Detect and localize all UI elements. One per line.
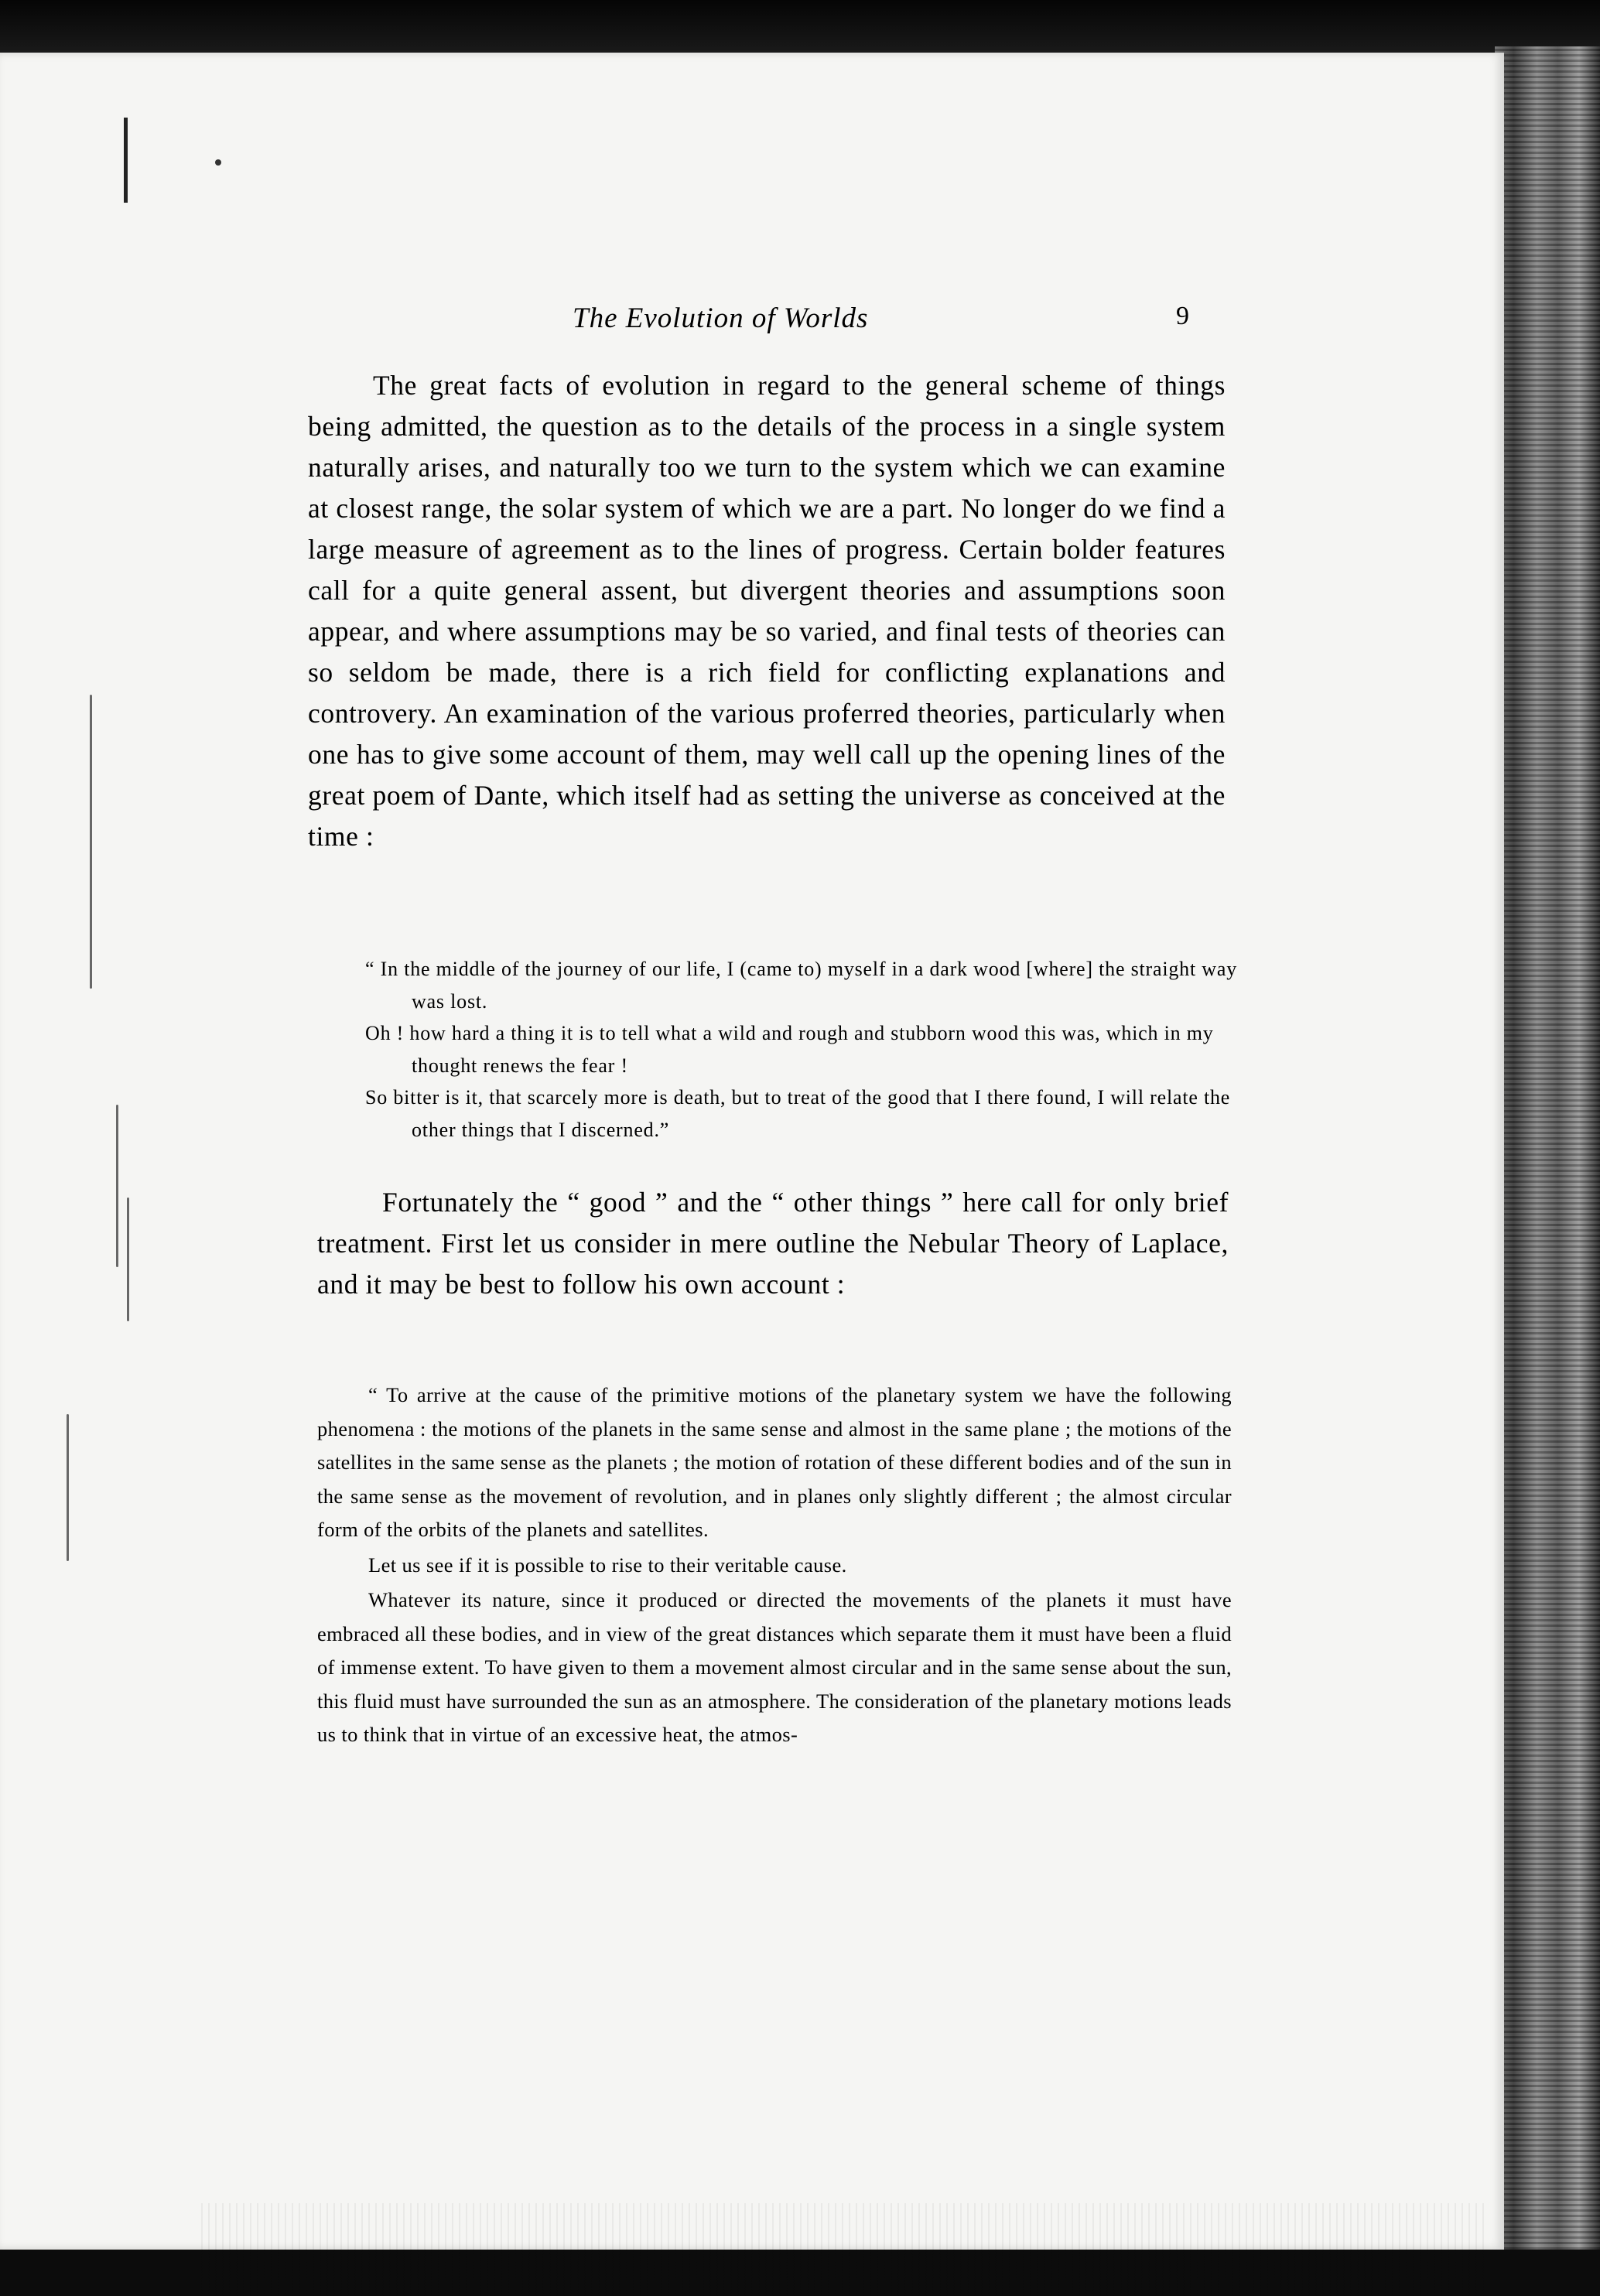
margin-scratch (67, 1414, 69, 1561)
verse-line: So bitter is it, that scarcely more is death, but to treat of the good that I there found, I will relate the other things that I discerned.” (365, 1086, 1231, 1141)
ink-speck (215, 159, 221, 166)
dante-verse-quote (365, 953, 1255, 1146)
laplace-quote (317, 1379, 1232, 1754)
verse-line: Oh ! how hard a thing it is to tell what a wild and rough and stubborn wood this was, which in my thought renews the fear ! (365, 1022, 1214, 1077)
quote-paragraph: Whatever its nature, since it produced or directed the movements of the planets it must have embraced all these bodies, and in view of the great distances which separate them it must have been a fluid of immense extent. To have given to them a movement almost circular and in the same sense about the sun, this fluid must have surrounded the sun as an atmosphere. The consideration of the planetary motions leads us to think that in virtue of an excessive heat, the atmos- (317, 1588, 1232, 1746)
verse-line: “ In the middle of the journey of our life, I (came to) myself in a dark wood [where] the straight way was lost. (365, 958, 1238, 1013)
paragraph-laplace-intro: Fortunately the “ good ” and the “ other things ” here call for only brief treatment. First let us consider in mere outline the Nebular Theory of Laplace, and it may be best to follow his own account : (317, 1187, 1229, 1300)
ink-mark (124, 118, 128, 203)
running-title: The Evolution of Worlds (573, 302, 869, 334)
running-head (309, 302, 1393, 348)
quote-paragraph: Let us see if it is possible to rise to their veritable cause. (368, 1553, 847, 1577)
margin-scratch (127, 1198, 129, 1321)
paragraph-intro: The great facts of evolution in regard to the general scheme of things being admitted, the question as to the details of the process in a single system naturally arises, and naturally too we turn to the system which we can examine at closest range, the solar system of which we are a part. No longer do we find a large measure of agreement as to the lines of progress. Certain bolder features call for a quite general assent, but divergent theories and assumptions soon appear, and where assumptions may be so varied, and final tests of theories can so seldom be made, there is a rich field for conflicting explanations and controvery. An examination of the various proferred theories, particularly when one has to give some account of them, may well call up the opening lines of the great poem of Dante, which itself had as setting the universe as conceived at the time : (308, 370, 1226, 852)
page-number: 9 (1176, 302, 1189, 330)
scan-dark-border (0, 0, 1600, 54)
margin-scratch (116, 1105, 118, 1267)
scan-noise (201, 2203, 1485, 2296)
book-spine-edge (1495, 46, 1600, 2250)
margin-scratch (90, 695, 92, 989)
quote-paragraph: “ To arrive at the cause of the primitive motions of the planetary system we have the following phenomena : the motions of the planets in the same sense and almost in the same plane ; the motions of the satellites in the same sense as the planets ; the motion of rotation of these different bodies and of the sun in the same sense as the movement of revolution, and in planes only slightly different ; the almost circular form of the orbits of the planets and satellites. (317, 1383, 1232, 1541)
